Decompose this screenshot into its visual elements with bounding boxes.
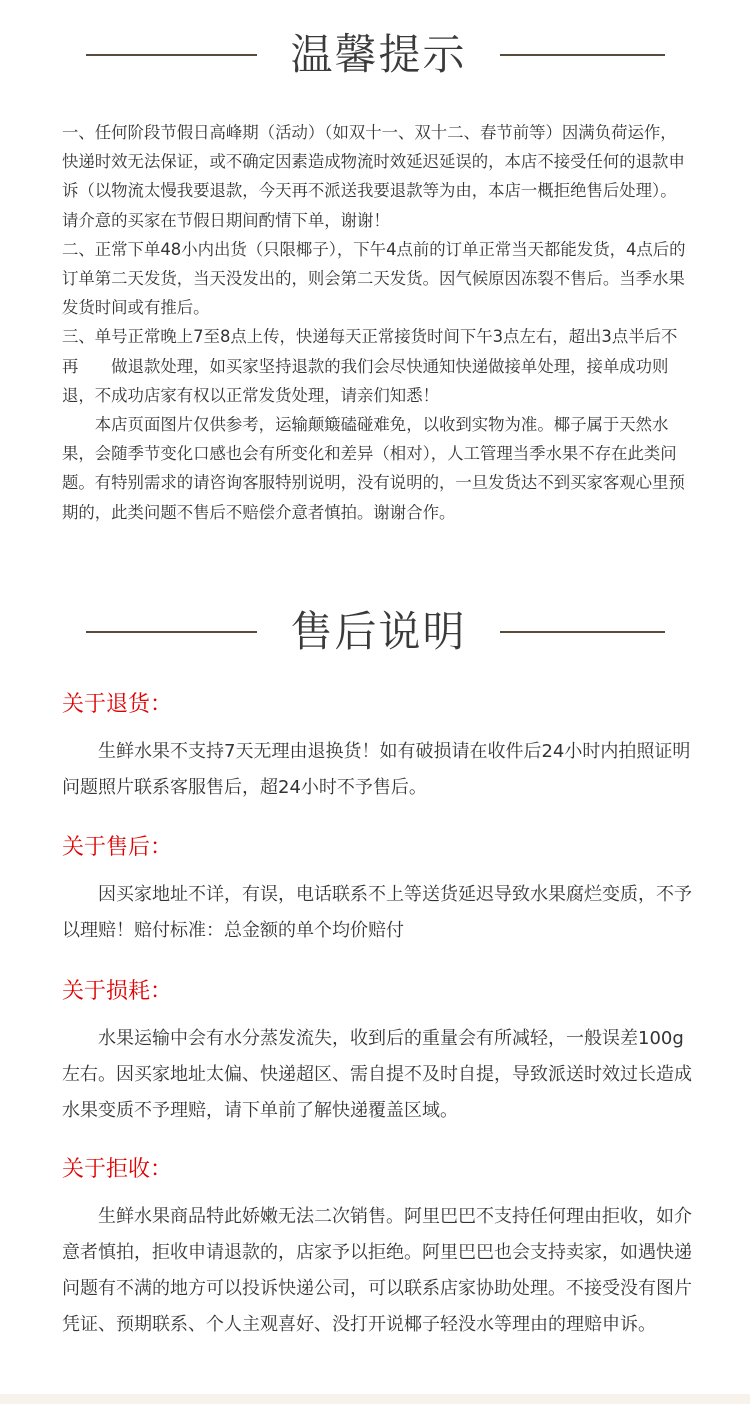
refusal-section: [62, 1155, 692, 1343]
notice-paragraph-3: 三、单号正常晚上7至8点上传，快递每天正常接货时间下午3点左右，超出3点半后不再 做退款处理，如买家坚持退款的我们会尽快通知快递做接单处理，接单成功则退，不成功店家有权以正常发货处理，请亲们知悉！: [62, 327, 678, 405]
returns-heading: 关于退货：: [62, 692, 173, 717]
returns-body: 生鲜水果不支持7天无理由退换货！如有破损请在收件后24小时内拍照证明问题照片联系客服售后，超24小时不予售后。: [62, 741, 691, 798]
refusal-heading: 关于拒收：: [62, 1157, 173, 1182]
notice-paragraph-1: 一、任何阶段节假日高峰期（活动）（如双十一、双十二、春节前等）因满负荷运作，快递时效无法保证，或不确定因素造成物流时效延迟延误的，本店不接受任何的退款申诉（以物流太慢我要退款，今天再不派送我要退款等为由，本店一概拒绝售后处理）。请介意的买家在节假日期间酌情下单，谢谢！: [62, 123, 685, 230]
after-sales-section: [62, 833, 692, 949]
refusal-body: 生鲜水果商品特此娇嫩无法二次销售。阿里巴巴不支持任何理由拒收，如介意者慎拍，拒收申请退款的，店家予以拒绝。阿里巴巴也会支持卖家，如遇快递问题有不满的地方可以投诉快递公司，可以联系店家协助处理。不接受没有图片凭证、预期联系、个人主观喜好、没打开说椰子轻没水等理由的理赔申诉。: [62, 1206, 692, 1335]
after-sales-body: 因买家地址不详，有误，电话联系不上等送货延迟导致水果腐烂变质，不予以理赔！赔付标准：总金额的单个均价赔付: [62, 884, 692, 941]
loss-heading: 关于损耗：: [62, 979, 173, 1004]
after-sales-title: 售后说明: [290, 607, 467, 656]
notice-title: 温馨提示: [290, 30, 467, 79]
after-sales-header: [0, 602, 750, 662]
notice-body: [62, 118, 692, 527]
notice-divider-right: [500, 54, 665, 56]
notice-paragraph-2: 二、正常下单48小内出货（只限椰子），下午4点前的订单正常当天都能发货，4点后的订单第二天发货，当天没发出的，则会第二天发货。因气候原因冻裂不售后。当季水果发货时间或有推后。: [62, 239, 686, 318]
loss-section: [62, 977, 692, 1129]
loss-body: 水果运输中会有水分蒸发流失，收到后的重量会有所减轻，一般误差100g左右。因买家地址太偏、快递超区、需自提不及时自提，导致派送时效过长造成水果变质不予理赔，请下单前了解快递覆盖区域。: [62, 1028, 692, 1121]
notice-divider-left: [86, 54, 257, 56]
after-sales-heading: 关于售后：: [62, 835, 173, 860]
bottom-band: [0, 1394, 750, 1404]
returns-section: [62, 690, 692, 806]
after-sales-divider-right: [500, 631, 665, 633]
after-sales-divider-left: [86, 631, 257, 633]
notice-header: [0, 25, 750, 85]
notice-paragraph-4: 本店页面图片仅供参考，运输颠簸磕碰难免，以收到实物为准。椰子属于天然水果，会随季节变化口感也会有所变化和差异（相对），人工管理当季水果不存在此类问题。有特别需求的请咨询客服特别说明，没有说明的，一旦发货达不到买家客观心里预期的，此类问题不售后不赔偿介意者慎拍。谢谢合作。: [62, 415, 685, 522]
